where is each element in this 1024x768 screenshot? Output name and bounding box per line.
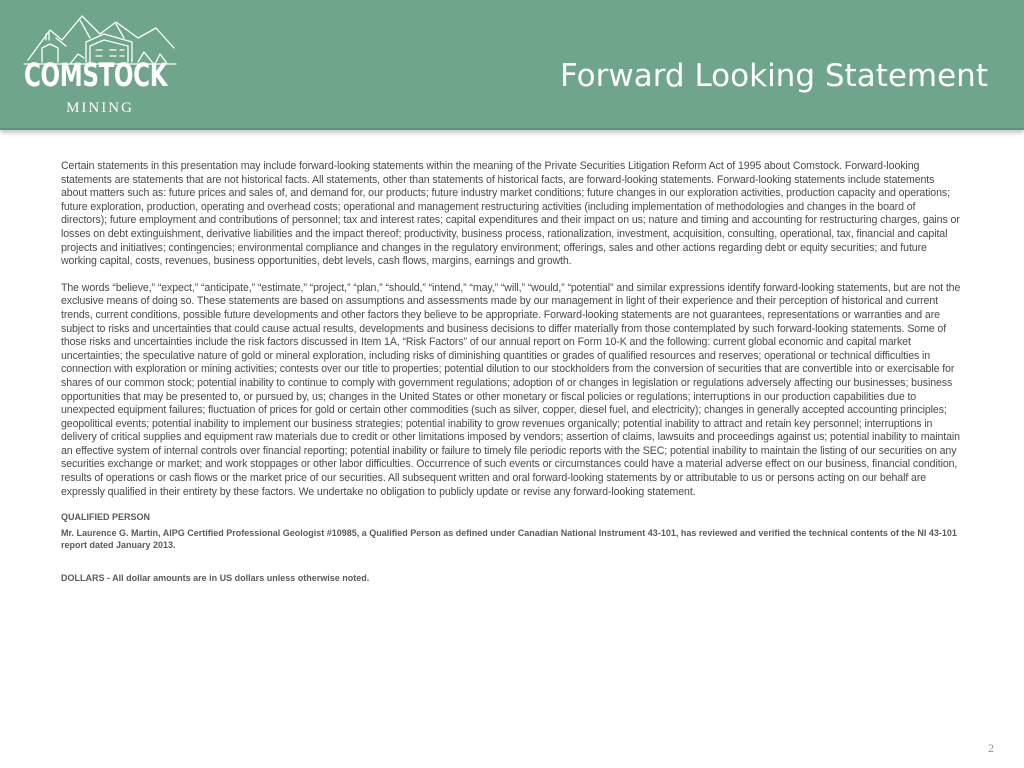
qualified-person-heading: QUALIFIED PERSON xyxy=(61,512,151,523)
slide-body xyxy=(61,160,963,583)
slide-header xyxy=(0,0,1024,130)
company-logo xyxy=(20,8,180,118)
logo-wordmark: COMSTOCK xyxy=(24,56,168,94)
forward-looking-paragraph-1: Certain statements in this presentation may include forward-looking statements within the meaning of the Private Securities Litigation Reform Act of 1995 about Comstock. Forward-looking statements are statements that are not historical facts. All statements, other than statements of historical facts, are forward-looking statements. Forward-looking statements include statements about matters such as: future prices and sales of, and demand for, our products; future industry market conditions; future changes in our exploration activities, production capacity and operations; future exploration, production, operating and overhead costs; operational and management restructuring activities (including implementation of methodologies and changes in the board of directors); future employment and contributions of personnel; tax and interest rates; capital expenditures and their impact on us; nature and timing and accounting for restructuring charges, gains or losses on debt extinguishment, derivative liabilities and the impact thereof; productivity, business process, rationalization, investment, acquisition, consulting, operational, tax, financial and capital projects and initiatives; contingencies; environmental compliance and changes in the regulatory environment; offerings, sales and other actions regarding debt or equity securities; and future working capital, costs, revenues, business opportunities, debt levels, cash flows, margins, earnings and growth. xyxy=(61,160,960,268)
dollars-note: DOLLARS - All dollar amounts are in US dollars unless otherwise noted. xyxy=(61,573,370,584)
logo-subtitle: MINING xyxy=(66,100,134,116)
forward-looking-paragraph-2: The words “believe,” “expect,” “anticipate,” “estimate,” “project,” “plan,” “should,” “intend,” “may,” “will,” “would,” “potential” and similar expressions identify forward-looking statements, but are not the exclusive means of doing so. These statements are based on assumptions and assessments made by our management in light of their experience and their perception of historical and current trends, current conditions, possible future developments and other factors they believe to be appropriate. Forward-looking statements are not guarantees, representations or warranties and are subject to risks and uncertainties that could cause actual results, developments and business decisions to differ materially from those contemplated by such forward-looking statements. Some of those risks and uncertainties include the risk factors discussed in Item 1A, “Risk Factors” of our annual report on Form 10-K and the following: current global economic and capital market uncertainties; the speculative nature of gold or mineral exploration, including risks of diminishing quantities or grades of qualified resources and reserves; operational or technical difficulties in connection with exploration or mining activities; contests over our title to properties; potential dilution to our stockholders from the conversion of securities that are convertible into or exercisable for shares of our common stock; potential inability to continue to comply with government regulations; adoption of or changes in legislation or regulations adversely affecting our businesses; business opportunities that may be presented to, or pursued by, us; changes in the United States or other monetary or fiscal policies or regulations; interruptions in our production capabilities due to unexpected equipment failures; fluctuation of prices for gold or certain other commodities (such as silver, copper, diesel fuel, and electricity); changes in generally accepted accounting principles; geopolitical events; potential inability to implement our business strategies; potential inability to grow revenues organically; potential inability to attract and retain key personnel; interruptions in delivery of critical supplies and equipment raw materials due to credit or other limitations imposed by vendors; assertion of claims, lawsuits and proceedings against us; potential inability to maintain an effective system of internal controls over financial reporting; potential inability or failure to timely file periodic reports with the SEC; potential inability to maintain the listing of our securities on any securities exchange or market; and work stoppages or other labor difficulties. Occurrence of such events or circumstances could have a material adverse effect on our business, financial condition, results of operations or cash flows or the market price of our securities. All subsequent written and oral forward-looking statements by or attributable to us or persons acting on our behalf are expressly qualified in their entirety by these factors. We undertake no obligation to publicly update or revise any forward-looking statement. xyxy=(61,281,961,498)
qualified-person-text: Mr. Laurence G. Martin, AIPG Certified Professional Geologist #10985, a Qualified Person as defined under Canadian National Instrument 43-101, has reviewed and verified the technical contents of the NI 43-101 report dated January 2013. xyxy=(61,528,957,551)
page-number: 2 xyxy=(988,741,994,755)
slide-title: Forward Looking Statement xyxy=(559,58,988,94)
